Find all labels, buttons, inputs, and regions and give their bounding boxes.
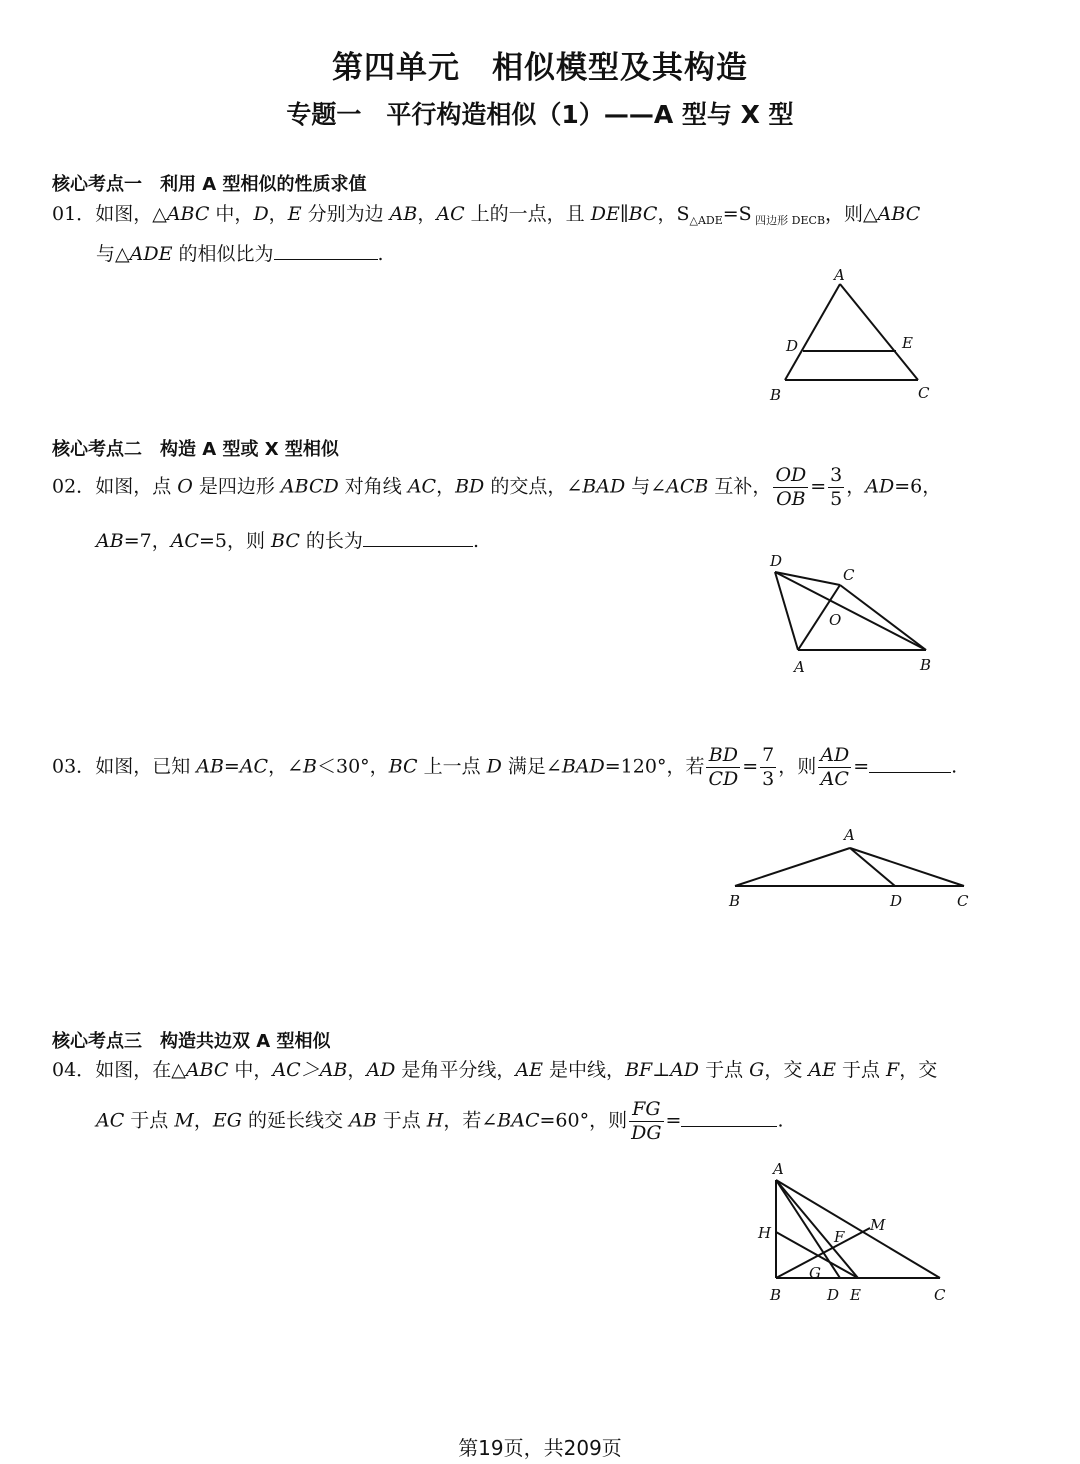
answer-blank[interactable]	[681, 1108, 777, 1127]
label-A: A	[794, 658, 805, 676]
figure-02	[760, 548, 950, 678]
fraction-od-ob: $\frac{OD}{OB}$	[775, 464, 807, 510]
segment-AC	[850, 848, 964, 886]
answer-blank[interactable]	[274, 241, 378, 260]
figure-03	[720, 820, 980, 912]
segment-DA	[775, 572, 798, 650]
segment-AC	[776, 1180, 940, 1278]
segment-AD	[850, 848, 895, 886]
segment-CD	[775, 572, 840, 585]
label-B: B	[770, 386, 782, 404]
label-D: D	[827, 1286, 840, 1304]
problem-01-line-2: 与△ADE 的相似比为 .	[96, 243, 384, 265]
problem-number: 03．	[52, 755, 96, 778]
label-C: C	[918, 384, 930, 402]
fraction-bd-cd: $\frac{BD}{CD}$	[708, 744, 739, 790]
answer-blank[interactable]	[363, 528, 473, 547]
label-C: C	[843, 566, 855, 584]
segment-AB	[785, 284, 840, 380]
fraction-3-5: $\frac{3}{5}$	[830, 464, 843, 510]
label-D: D	[890, 892, 903, 910]
unit-title: 第四单元 相似模型及其构造	[332, 50, 748, 86]
problem-03-line: 03．如图，已知 AB=AC，∠B＜30°，BC 上一点 D 满足∠BAD=120°，若 $\frac{BD}{CD}$ = $\frac{7}{3}$ ，则 $\frac{AD}{AC}$ = .	[52, 744, 958, 790]
label-C: C	[934, 1286, 946, 1304]
topic-title: 专题一 平行构造相似（1）——A 型与 X 型	[286, 100, 794, 129]
answer-blank[interactable]	[869, 754, 951, 773]
label-F: F	[834, 1228, 845, 1246]
label-E: E	[850, 1286, 861, 1304]
label-B: B	[920, 656, 932, 674]
label-B: B	[729, 892, 741, 910]
problem-04-line-1: 04．如图，在△ABC 中，AC＞AB，AD 是角平分线，AE 是中线，BF⊥AD 于点 G，交 AE 于点 F，交	[52, 1059, 938, 1081]
label-B: B	[770, 1286, 782, 1304]
label-A: A	[773, 1160, 784, 1178]
label-E: E	[902, 334, 913, 352]
fraction-7-3: $\frac{7}{3}$	[762, 744, 775, 790]
section-title-1: 核心考点一 利用 A 型相似的性质求值	[52, 174, 367, 195]
problem-number: 04．	[52, 1059, 96, 1081]
segment-BC	[840, 585, 926, 650]
fraction-fg-dg: $\frac{FG}{DG}$	[631, 1098, 662, 1144]
label-A: A	[844, 826, 855, 844]
section-title-2: 核心考点二 构造 A 型或 X 型相似	[52, 439, 339, 460]
problem-number: 02．	[52, 475, 96, 498]
problem-04-line-2: AC 于点 M，EG 的延长线交 AB 于点 H，若∠BAC=60°，则 $\frac{FG}{DG}$ = .	[96, 1098, 784, 1144]
segment-AB	[735, 848, 850, 886]
figure-01	[760, 262, 950, 407]
section-title-3: 核心考点三 构造共边双 A 型相似	[52, 1031, 331, 1052]
label-D: D	[770, 552, 783, 570]
problem-01-line-1: 01．如图，△ABC 中，D，E 分别为边 AB，AC 上的一点，且 DE∥BC，$S_{\triangle ADE}=S$ $_{四边形 DECB}$，则△ABC	[52, 203, 921, 227]
problem-02-line-1: 02．如图，点 O 是四边形 ABCD 对角线 AC，BD 的交点，∠BAD 与∠ACB 互补， $\frac{OD}{OB}$ = $\frac{3}{5}$ ，AD=6，	[52, 464, 942, 510]
label-O: O	[829, 611, 842, 629]
label-C: C	[957, 892, 969, 910]
label-H: H	[758, 1224, 772, 1242]
problem-number: 01．	[52, 203, 96, 225]
page-number: 第19页，共209页	[458, 1436, 622, 1460]
problem-02-line-2: AB=7，AC=5，则 BC 的长为 .	[96, 530, 479, 552]
label-M: M	[870, 1216, 886, 1234]
label-G: G	[809, 1264, 821, 1282]
segment-AC	[840, 284, 918, 380]
label-A: A	[834, 266, 845, 284]
figure-04	[750, 1158, 960, 1308]
fraction-ad-ac: $\frac{AD}{AC}$	[820, 744, 850, 790]
label-D: D	[786, 337, 799, 355]
